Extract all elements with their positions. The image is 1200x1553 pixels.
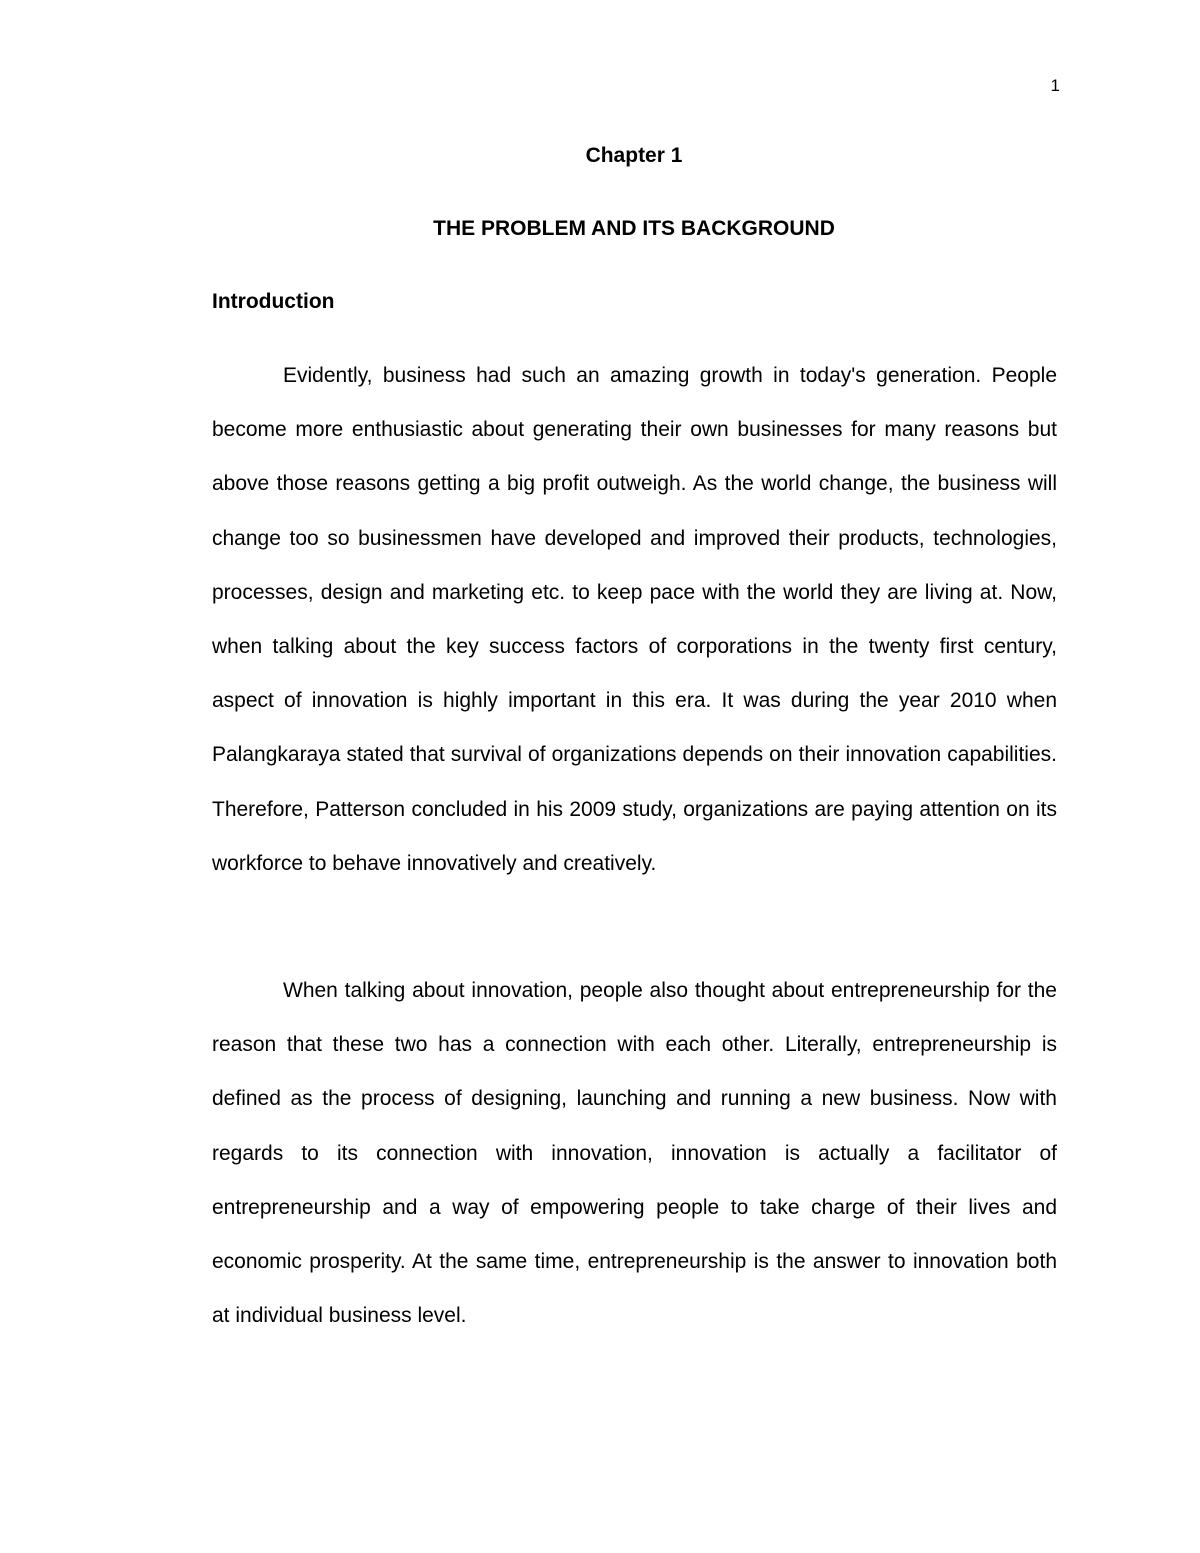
page-number: 1 <box>1050 76 1060 95</box>
body-paragraph: Evidently, business had such an amazing growth in today's generation. People become more enthusiastic about generating their own businesses for many reasons but above those reasons getting a big profit outweigh. As the world change, the business will change too so businessmen have developed and improved their products, technologies, processes, design and marketing etc. to keep pace with the world they are living at. Now, when talking about the key success factors of corporations in the twenty first century, aspect of innovation is highly important in this era. It was during the year 2010 when Palangkaraya stated that survival of organizations depends on their innovation capabilities. Therefore, Patterson concluded in his 2009 study, organizations are paying attention on its workforce to behave innovatively and creatively. <box>212 364 1057 875</box>
chapter-label: Chapter 1 <box>585 144 683 167</box>
chapter-title: THE PROBLEM AND ITS BACKGROUND <box>433 217 835 240</box>
body-paragraph: When talking about innovation, people also thought about entrepreneurship for the reason that these two has a connection with each other. Literally, entrepreneurship is defined as the process of designing, launching and running a new business. Now with regards to its connection with innovation, innovation is actually a facilitator of entrepreneurship and a way of empowering people to take charge of their lives and economic prosperity. At the same time, entrepreneurship is the answer to innovation both at individual business level. <box>212 979 1057 1328</box>
section-heading: Introduction <box>212 290 335 313</box>
